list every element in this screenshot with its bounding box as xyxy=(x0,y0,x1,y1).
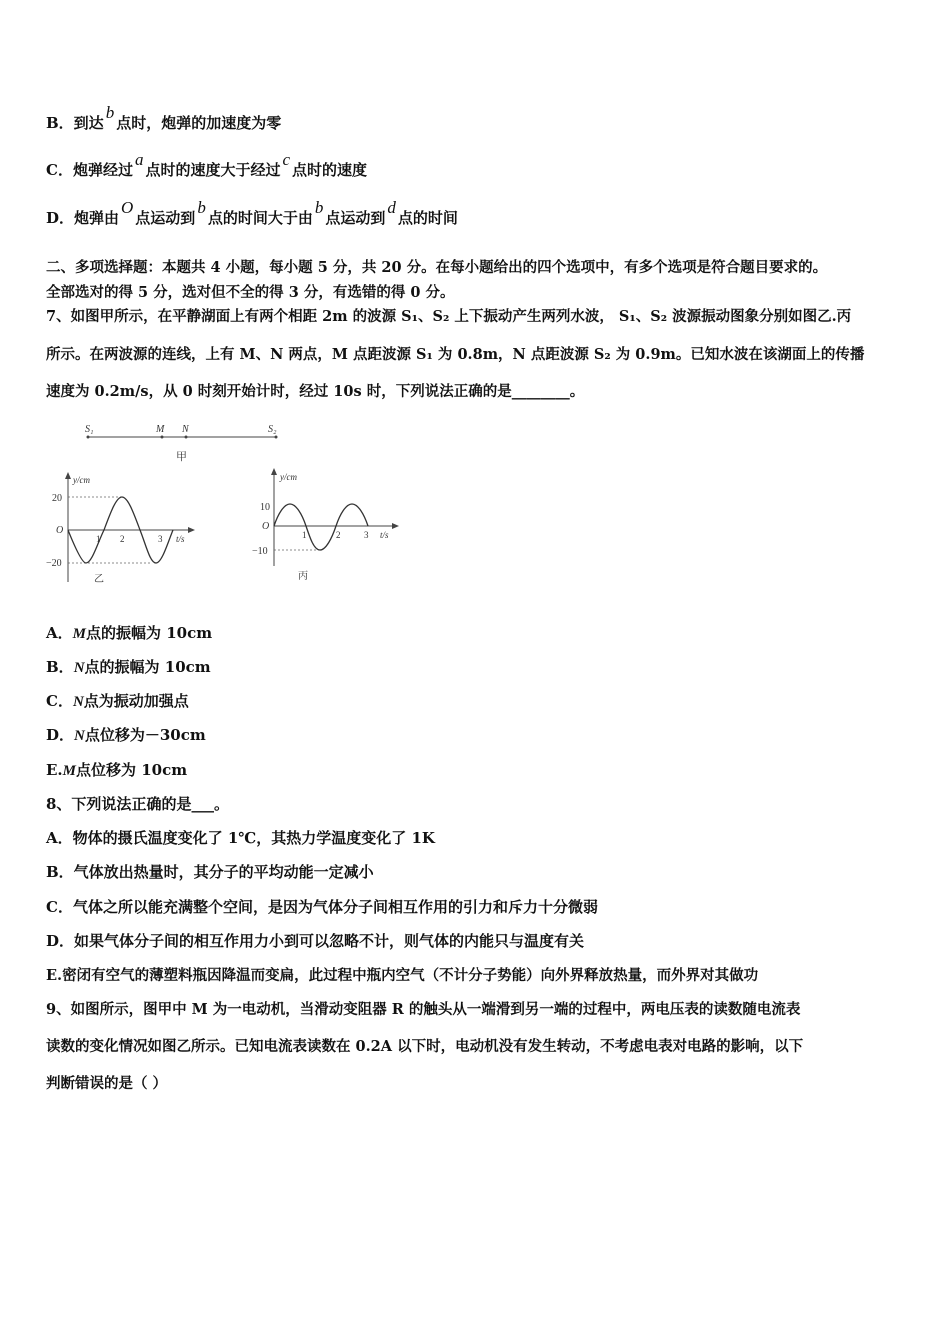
yi-ytick-neg20: −20 xyxy=(46,558,62,569)
q7-a-pre: A． xyxy=(46,624,73,642)
q7-b-var: N xyxy=(73,660,85,676)
q6-option-d xyxy=(46,198,458,228)
bing-xtick-3: 3 xyxy=(364,530,369,540)
q8-stem: 8、下列说法正确的是___。 xyxy=(46,795,229,813)
q7-c-post: 点为振动加强点 xyxy=(83,692,189,710)
q6-option-b xyxy=(46,103,282,133)
q6-d-var1: O xyxy=(121,198,134,217)
figure-jia xyxy=(80,420,290,468)
yi-xtick-2: 2 xyxy=(120,534,125,544)
q7-d-post: 点位移为－30cm xyxy=(84,726,206,744)
yi-y-arrow xyxy=(65,472,71,479)
q6-d-var4: d xyxy=(387,198,396,217)
yi-origin: O xyxy=(56,525,64,536)
section2-header-line2: 全部选对的得 5 分，选对但不全的得 3 分，有选错的得 0 分。 xyxy=(46,284,455,301)
q7-a-post: 点的振幅为 10cm xyxy=(85,624,213,642)
q7-e-post: 点位移为 10cm xyxy=(76,761,188,779)
jia-label-m: M xyxy=(156,424,165,435)
q8-option-a: A．物体的摄氏温度变化了 1℃，其热力学温度变化了 1K xyxy=(46,829,435,847)
jia-dot-n xyxy=(185,436,188,439)
figure-bing xyxy=(250,466,410,584)
bing-ytick-neg10: −10 xyxy=(252,546,268,557)
q6-c-var1: a xyxy=(134,150,144,169)
bing-ylabel: y/cm xyxy=(280,472,297,482)
jia-dot-s1 xyxy=(87,436,90,439)
q7-e-pre: E. xyxy=(46,761,63,779)
q7-e-var: M xyxy=(62,763,76,779)
yi-ylabel: y/cm xyxy=(73,475,90,485)
q7-d-pre: D． xyxy=(46,726,75,744)
q6-b-pre: B．到达 xyxy=(46,114,104,132)
yi-ytick-20: 20 xyxy=(52,493,62,504)
figure-yi xyxy=(40,470,210,588)
q7-stem-line1: 7、如图甲所示，在平静湖面上有两个相距 2m 的波源 S₁、S₂ 上下振动产生两列水波， S₁、S₂ 波源振动图象分别如图乙.丙 xyxy=(46,308,852,325)
q6-c-mid: 点时的速度大于经过 xyxy=(145,161,281,179)
q7-stem-line2: 所示。在两波源的连线，上有 M、N 两点，M 点距波源 S₁ 为 0.8m，N 点距波源 S₂ 为 0.9m。已知水波在该湖面上的传播 xyxy=(46,346,865,363)
q6-option-c xyxy=(46,150,368,180)
q9-stem-line3: 判断错误的是（ ） xyxy=(46,1075,168,1092)
q9-stem-line2: 读数的变化情况如图乙所示。已知电流表读数在 0.2A 以下时，电动机没有发生转动，不考虑电表对电路的影响，以下 xyxy=(46,1038,804,1055)
bing-origin: O xyxy=(262,521,270,532)
q7-stem-line3: 速度为 0.2m/s，从 0 时刻开始计时，经过 10s 时，下列说法正确的是________。 xyxy=(46,383,585,400)
q7-b-post: 点的振幅为 10cm xyxy=(84,658,211,676)
q6-d-mid3: 点运动到 xyxy=(325,209,386,227)
jia-label-n: N xyxy=(182,424,189,435)
yi-xlabel: t/s xyxy=(176,534,185,544)
q8-option-c: C．气体之所以能充满整个空间，是因为气体分子间相互作用的引力和斥力十分微弱 xyxy=(46,898,598,916)
jia-label-s2: S₂ xyxy=(268,424,277,435)
bing-ytick-10: 10 xyxy=(260,502,270,513)
q6-d-var3: b xyxy=(314,198,324,217)
q9-stem-line1: 9、如图所示，图甲中 M 为一电动机，当滑动变阻器 R 的触头从一端滑到另一端的过程中，两电压表的读数随电流表 xyxy=(46,1001,801,1018)
q7-option-b xyxy=(46,656,211,677)
q7-option-d xyxy=(46,724,206,745)
jia-dot-s2 xyxy=(275,436,278,439)
q6-d-mid2: 点的时间大于由 xyxy=(207,209,313,227)
q6-d-mid1: 点运动到 xyxy=(135,209,196,227)
q7-b-pre: B． xyxy=(46,658,74,676)
jia-dot-m xyxy=(161,436,164,439)
q6-b-post: 点时，炮弹的加速度为零 xyxy=(116,114,282,132)
bing-xtick-1: 1 xyxy=(302,530,307,540)
yi-xtick-3: 3 xyxy=(158,534,163,544)
bing-y-arrow xyxy=(271,468,277,475)
q7-option-a xyxy=(46,622,212,643)
section2-header-line1: 二、多项选择题：本题共 4 小题，每小题 5 分，共 20 分。在每小题给出的四个选项中，有多个选项是符合题目要求的。 xyxy=(46,259,828,276)
q8-option-e: E.密闭有空气的薄塑料瓶因降温而变扁，此过程中瓶内空气（不计分子势能）向外界释放热量，而外界对其做功 xyxy=(46,967,759,984)
q7-c-var: N xyxy=(72,694,84,710)
jia-caption: 甲 xyxy=(176,451,187,463)
q8-option-d: D．如果气体分子间的相互作用力小到可以忽略不计，则气体的内能只与温度有关 xyxy=(46,932,585,950)
q7-a-var: M xyxy=(72,626,86,642)
q6-d-post: 点的时间 xyxy=(397,209,458,227)
q6-c-pre: C．炮弹经过 xyxy=(46,161,133,179)
q7-option-c xyxy=(46,690,189,711)
q6-c-post: 点时的速度 xyxy=(292,161,368,179)
q7-option-e xyxy=(46,759,187,780)
bing-xlabel: t/s xyxy=(380,530,389,540)
q7-c-pre: C． xyxy=(46,692,73,710)
q7-d-var: N xyxy=(74,728,85,744)
q6-c-var2: c xyxy=(282,150,291,169)
bing-xtick-2: 2 xyxy=(336,530,341,540)
bing-x-arrow xyxy=(392,523,399,529)
yi-x-arrow xyxy=(188,527,195,533)
bing-caption: 丙 xyxy=(298,571,308,582)
q8-option-b: B．气体放出热量时，其分子的平均动能一定减小 xyxy=(46,863,374,881)
q6-d-var2: b xyxy=(197,198,206,217)
yi-xtick-1: 1 xyxy=(96,534,101,544)
q6-d-pre: D．炮弹由 xyxy=(46,209,120,227)
jia-label-s1: S₁ xyxy=(85,424,94,435)
q6-b-var: b xyxy=(105,103,115,122)
bing-wave xyxy=(274,504,368,550)
yi-caption: 乙 xyxy=(94,574,104,585)
